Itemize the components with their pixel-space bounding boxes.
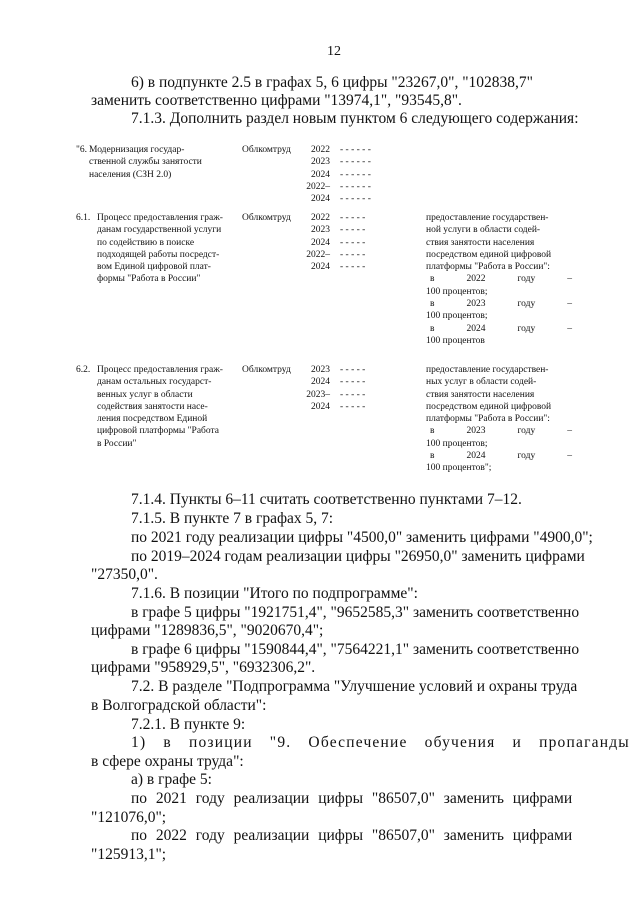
result-line: 100 процентов <box>426 335 485 346</box>
intro-line-3: 7.1.3. Дополнить раздел новым пунктом 6 следующего содержания: <box>131 110 579 127</box>
result-line: ных услуг в области содей- <box>426 377 537 388</box>
row-executor: Облкомтруд <box>242 213 291 223</box>
body-line: "27350,0". <box>91 566 158 583</box>
dash-line: - - - - - <box>340 377 366 388</box>
year: 2024 <box>311 169 330 180</box>
year: 2024 <box>311 262 330 273</box>
result-line: посредством единой цифровой <box>426 249 552 260</box>
result-line: 100 процентов; <box>426 311 488 322</box>
name-line: Процесс предоставления граж- <box>97 213 223 223</box>
body-line: по 2022 году реализации цифры "86507,0" заменить цифрами <box>131 827 573 844</box>
year: 2022– <box>306 249 330 260</box>
body-line: по 2019–2024 годам реализации цифры "26950,0" заменить цифрами <box>131 548 585 565</box>
row-executor: Облкомтруд <box>242 145 291 155</box>
name-line: вом Единой цифровой плат- <box>97 262 211 273</box>
result-line: 100 процентов; <box>426 438 488 449</box>
result-line: 100 процентов"; <box>426 463 492 474</box>
result-year-line: в 2022 году – <box>430 274 572 285</box>
body-line: а) в графе 5: <box>131 771 212 788</box>
body-line: цифрами "958929,5", "6932306,2". <box>91 659 316 676</box>
body-line: по 2021 году реализации цифры "4500,0" заменить цифрами "4900,0"; <box>131 529 593 546</box>
name-line: ственной службы занятости <box>89 157 202 168</box>
name-line: данам государственной услуги <box>97 225 222 236</box>
dash-line: - - - - - - <box>340 157 371 168</box>
para-7-2: 7.2. В разделе "Подпрограмма "Улучшение условий и охраны труда <box>131 678 578 695</box>
result-line: посредством единой цифровой <box>426 401 552 412</box>
intro-line-2: заменить соответственно цифрами "13974,1", "93545,8". <box>91 92 462 109</box>
body-line: в Волгоградской области": <box>91 697 267 714</box>
dash-line: - - - - - <box>340 401 366 412</box>
result-year-line: в 2024 году – <box>430 323 572 334</box>
text: 6) в подпункте 2.5 в графах 5, 6 цифры "23267,0", "102838,7" <box>131 74 533 91</box>
dash-line: - - - - - - <box>340 145 371 155</box>
year: 2023 <box>311 365 330 375</box>
result-year-line: в 2024 году – <box>430 451 572 462</box>
row-dashes <box>340 212 365 273</box>
name-line: населения (СЗН 2.0) <box>89 169 172 180</box>
body-line: по 2021 году реализации цифры "86507,0" заменить цифрами <box>131 790 573 807</box>
name-line: по содействию в поиске <box>97 237 195 248</box>
result-line: предоставление государствен- <box>426 365 549 375</box>
result-line: ствия занятости населения <box>426 389 535 400</box>
row-name <box>97 364 235 450</box>
body-line: цифрами "1289836,5", "9020670,4"; <box>91 622 324 639</box>
body-line: "125913,1"; <box>91 846 167 863</box>
name-line: в России" <box>97 438 137 449</box>
row-result <box>426 212 572 347</box>
year: 2022 <box>311 213 330 223</box>
result-line: платформы "Работа в России": <box>426 414 550 425</box>
result-line: платформы "Работа в России": <box>426 262 550 273</box>
year: 2024 <box>311 237 330 248</box>
row-result <box>426 364 572 475</box>
page-number: 12 <box>327 44 341 59</box>
para-7-2-1: 7.2.1. В пункте 9: <box>131 716 246 733</box>
name-line: Модернизация государ- <box>89 145 185 155</box>
row-years <box>300 212 330 273</box>
year: 2023 <box>311 157 330 168</box>
para-7-1-4: 7.1.4. Пункты 6–11 считать соответственно пунктами 7–12. <box>131 491 522 508</box>
para-7-1-6: 7.1.6. В позиции "Итого по подпрограмме": <box>131 585 418 602</box>
name-line: венных услуг в области <box>97 389 193 400</box>
name-line: ления посредством Единой <box>97 414 208 425</box>
result-year-line: в 2023 году – <box>430 426 572 437</box>
year: 2024 <box>311 194 330 205</box>
row-executor: Облкомтруд <box>242 365 291 375</box>
dash-line: - - - - - <box>340 389 366 400</box>
body-line: "121076,0"; <box>91 809 167 826</box>
dash-line: - - - - - <box>340 249 366 260</box>
dash-line: - - - - - <box>340 213 366 223</box>
year: 2022 <box>311 145 330 155</box>
dash-line: - - - - - <box>340 365 366 375</box>
result-line: 100 процентов; <box>426 286 488 297</box>
body-line: в графе 6 цифры "1590844,4", "7564221,1" заменить соответственно <box>131 641 580 658</box>
year: 2024 <box>311 377 330 388</box>
para-7-1-5: 7.1.5. В пункте 7 в графах 5, 7: <box>131 510 334 527</box>
result-line: ствия занятости населения <box>426 237 535 248</box>
body-line: 1) в позиции "9. Обеспечение обучения и пропаганды <box>131 734 630 751</box>
row-number: 6.1. <box>76 213 91 223</box>
name-line: Процесс предоставления граж- <box>97 365 223 375</box>
name-line: содействия занятости насе- <box>97 401 208 412</box>
row-name <box>97 212 235 286</box>
row-years <box>300 144 330 205</box>
year: 2023– <box>306 389 330 400</box>
dash-line: - - - - - - <box>340 181 371 192</box>
name-line: данам остальных государст- <box>97 377 212 388</box>
body-line: в сфере охраны труда": <box>91 753 244 770</box>
row-number: "6. <box>76 145 88 155</box>
row-number: 6.2. <box>76 365 91 375</box>
year: 2022– <box>306 181 330 192</box>
year: 2023 <box>311 225 330 236</box>
dash-line: - - - - - <box>340 225 366 236</box>
result-line: ной услуги в области содей- <box>426 225 541 236</box>
name-line: подходящей работы посредст- <box>97 249 220 260</box>
name-line: цифровой платформы "Работа <box>97 426 220 437</box>
result-line: предоставление государствен- <box>426 213 549 223</box>
dash-line: - - - - - - <box>340 169 371 180</box>
dash-line: - - - - - - <box>340 194 371 205</box>
dash-line: - - - - - <box>340 262 366 273</box>
dash-line: - - - - - <box>340 237 366 248</box>
name-line: формы "Работа в России" <box>97 274 201 285</box>
year: 2024 <box>311 401 330 412</box>
body-line: в графе 5 цифры "1921751,4", "9652585,3" заменить соответственно <box>131 604 580 621</box>
row-dashes <box>340 144 371 205</box>
row-name <box>89 144 234 181</box>
row-dashes <box>340 364 365 413</box>
row-years <box>300 364 330 413</box>
result-year-line: в 2023 году – <box>430 299 572 310</box>
intro-line-1 <box>131 74 582 92</box>
